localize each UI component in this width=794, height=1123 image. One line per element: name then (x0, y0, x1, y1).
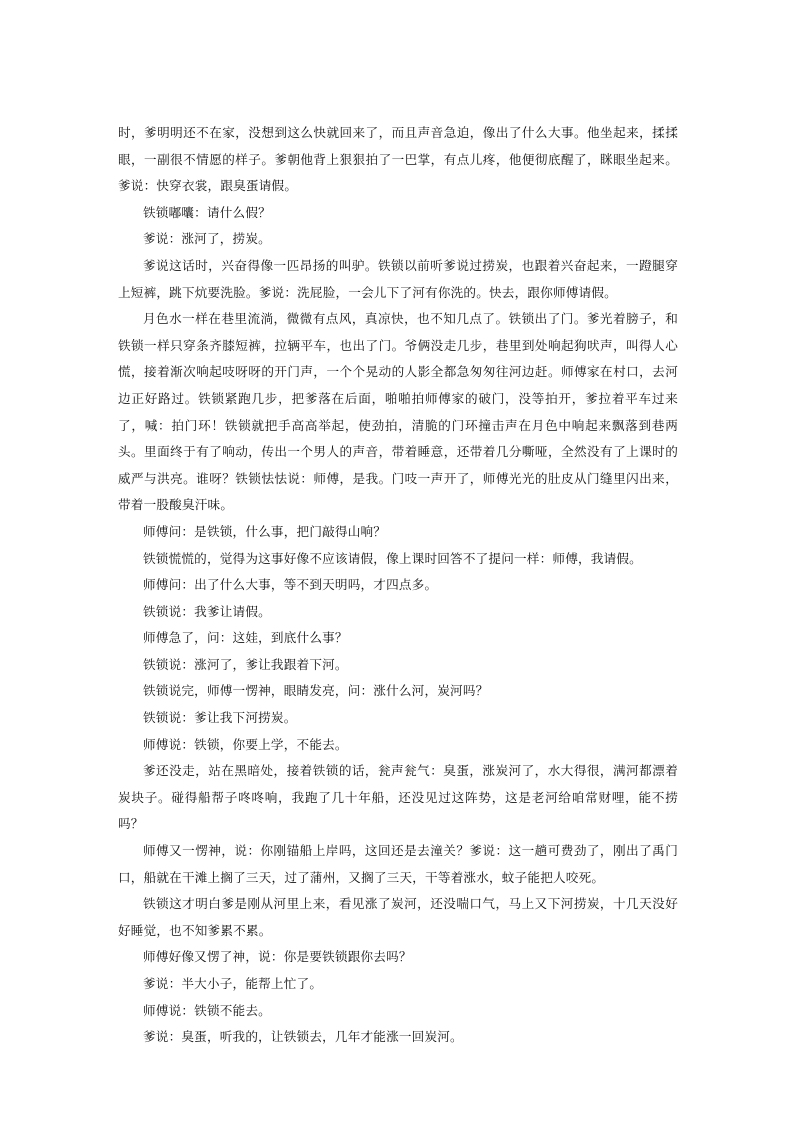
paragraph: 铁锁说：爹让我下河捞炭。 (143, 710, 297, 726)
paragraph: 爹说：涨河了，捞炭。 (143, 231, 271, 247)
paragraph: 师傅又一愣神，说：你刚锚船上岸吗，这回还是去潼关？爹说：这一趟可费劲了，刚出了禹门口，船就在干滩上搁了三天，过了蒲州，又搁了三天，干等着涨水，蚊子能把人咬死。 (118, 843, 678, 885)
paragraph: 月色水一样在巷里流淌，微微有点风，真凉快，也不知几点了。铁锁出了门。爹光着膀子，和铁锁一样只穿条齐膝短裤，拉辆平车，也出了门。爷俩没走几步，巷里到处响起狗吠声，叫得人心慌，接着渐次响起吱呀呀的开门声，一个个晃动的人影全都急匆匆往河边赶。师傅家在村口，去河边正好路过。铁锁紧跑几步，把爹落在后面，啪啪拍师傅家的破门，没等拍开，爹拉着平车过来了，喊：拍门环！铁锁就把手高高举起，使劲拍，清脆的门环撞击声在月色中响起来飘落到巷两头。里面终于有了响动，传出一个男人的声音，带着睡意，还带着几分嘶哑，全然没有了上课时的威严与洪亮。谁呀？铁锁怯怯说：师傅，是我。门吱一声开了，师傅光光的肚皮从门缝里闪出来，带着一股酸臭汗味。 (118, 311, 678, 513)
paragraph: 铁锁嘟囔：请什么假？ (143, 204, 271, 220)
document-page (118, 120, 678, 1051)
paragraph: 时，爹明明还不在家，没想到这么快就回来了，而且声音急迫，像出了什么大事。他坐起来，揉揉眼，一副很不情愿的样子。爹朝他背上狠狠拍了一巴掌，有点儿疼，他便彻底醒了，眯眼坐起来。爹说：快穿衣裳，跟臭蛋请假。 (118, 125, 678, 194)
paragraph: 师傅说：铁锁不能去。 (143, 1002, 271, 1018)
paragraph: 师傅急了，问：这娃，到底什么事？ (143, 630, 348, 646)
paragraph: 铁锁这才明白爹是刚从河里上来，看见涨了炭河，还没喘口气，马上又下河捞炭，十几天没好好睡觉，也不知爹累不累。 (118, 896, 678, 938)
paragraph: 爹说：臭蛋，听我的，让铁锁去，几年才能涨一回炭河。 (143, 1029, 463, 1045)
paragraph: 爹说这话时，兴奋得像一匹昂扬的叫驴。铁锁以前听爹说过捞炭，也跟着兴奋起来，一蹬腿穿上短裤，跳下炕要洗脸。爹说：洗屁脸，一会儿下了河有你洗的。快去，跟你师傅请假。 (118, 257, 678, 300)
paragraph: 铁锁说完，师傅一愣神，眼睛发亮，问：涨什么河，炭河吗？ (143, 683, 489, 699)
paragraph: 爹还没走，站在黑暗处，接着铁锁的话，瓮声瓮气：臭蛋，涨炭河了，水大得很，满河都漂着炭块子。碰得船帮子咚咚响，我跑了几十年船，还没见过这阵势，这是老河给咱常财哩，能不捞吗？ (118, 763, 678, 832)
paragraph: 爹说：半大小子，能帮上忙了。 (143, 976, 323, 991)
paragraph: 师傅说：铁锁，你要上学，不能去。 (143, 736, 348, 752)
paragraph: 师傅问：是铁锁，什么事，把门敲得山响？ (143, 523, 387, 539)
paragraph: 铁锁慌慌的，觉得为这事好像不应该请假，像上课时回答不了提问一样：师傅，我请假。 (143, 550, 642, 566)
paragraph: 铁锁说：我爹让请假。 (143, 603, 271, 619)
paragraph: 师傅问：出了什么大事，等不到天明吗，才四点多。 (143, 577, 438, 593)
paragraph: 铁锁说：涨河了，爹让我跟着下河。 (143, 656, 348, 672)
paragraph: 师傅好像又愣了神，说：你是要铁锁跟你去吗？ (143, 949, 412, 965)
